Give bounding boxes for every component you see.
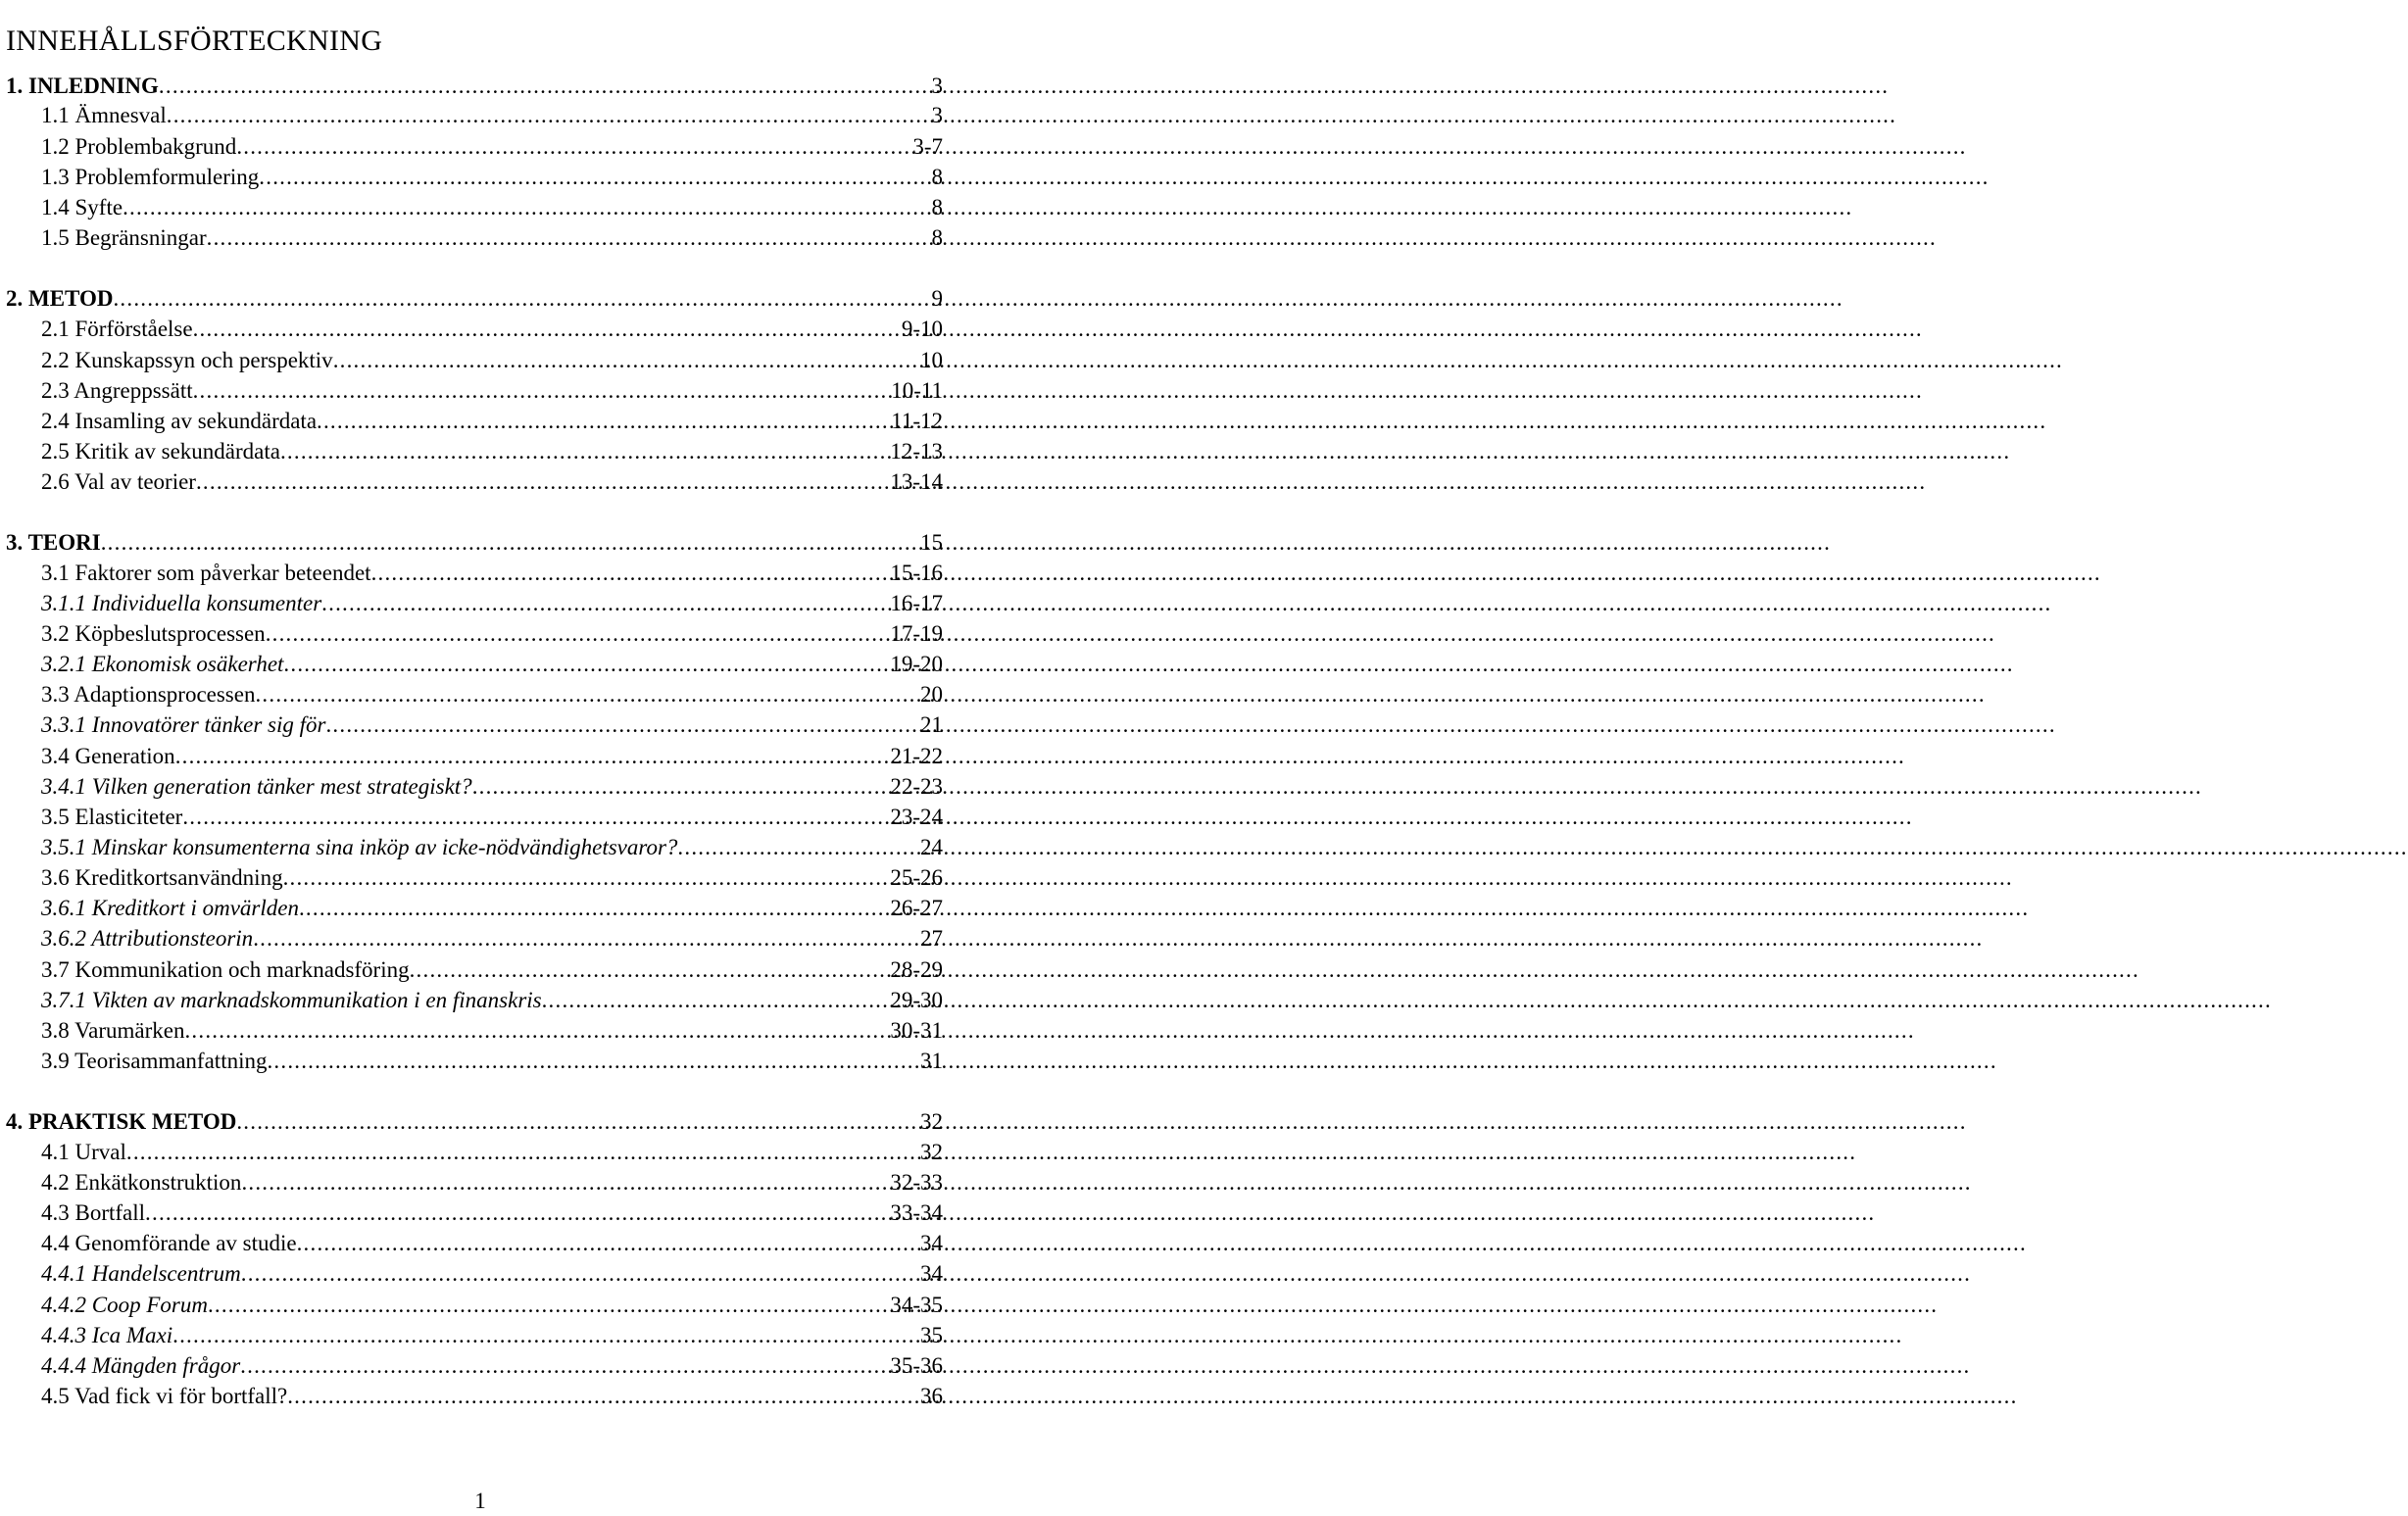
dot-leader [259,162,931,192]
toc-entry[interactable] [41,406,943,436]
toc-entry-title: 4.1 Urval [41,1140,126,1164]
toc-entry[interactable] [41,375,943,406]
toc-entry-page: 32 [920,1140,943,1164]
toc-entry-title: 2.1 Förförståelse [41,317,193,341]
dot-leader [172,1320,920,1350]
toc-entry[interactable] [41,1320,943,1350]
toc-entry-page: 11-12 [891,409,943,433]
toc-entry-title: 4.2 Enkätkonstruktion [41,1170,242,1195]
toc-entry[interactable] [41,985,943,1015]
dot-leader [325,709,920,740]
toc-entry-page: 32-33 [890,1170,943,1195]
toc-entry-page: 21-22 [890,744,943,768]
toc-entry[interactable] [41,679,943,709]
dot-leader [283,862,891,893]
toc-entry[interactable] [41,558,943,588]
toc-entry-page: 8 [931,165,943,189]
toc-entry-title: 3.2 Köpbeslutsprocessen [41,621,266,646]
toc-entry-title: 3.2.1 Ekonomisk osäkerhet [41,652,284,676]
toc-entry[interactable] [41,345,943,375]
toc-entry-page: 8 [931,195,943,220]
dot-leader [159,71,932,101]
toc-entry-title: 4.4.2 Coop Forum [41,1293,208,1317]
page-number: 1 [474,1489,486,1513]
toc-entry-title: 2.5 Kritik av sekundärdata [41,439,280,464]
toc-entry-page: 34 [920,1261,943,1286]
toc-entry-title: 4.4.1 Handelscentrum [41,1261,241,1286]
toc-entry-page: 33-34 [890,1200,943,1225]
toc-entry-title: 2.6 Val av teorier [41,469,196,494]
toc-entry-page: 9 [931,286,943,311]
toc-entry-page: 3 [931,73,943,98]
toc-entry[interactable] [41,893,943,923]
toc-entry-page: 21 [920,712,943,737]
dot-leader [321,588,890,618]
dot-leader [266,618,891,649]
dot-leader [193,375,892,406]
toc-entry-title: 3.4 Generation [41,744,175,768]
toc-entry-page: 25-26 [890,865,943,890]
toc-entry-title: 2.4 Insamling av sekundärdata [41,409,318,433]
toc-entry-page: 36 [920,1384,943,1408]
toc-entry[interactable] [41,588,943,618]
toc-entry[interactable] [41,1015,943,1046]
toc-entry-title: 3.6 Kreditkortsanvändning [41,865,283,890]
dot-leader [287,1381,920,1411]
toc-entry-page: 23-24 [890,805,943,829]
toc-entry-title: 3.3.1 Innovatörer tänker sig för [41,712,326,737]
toc-entry-page: 17-19 [890,621,943,646]
dot-leader [101,527,920,558]
toc-entry[interactable] [41,436,943,466]
toc-entry-title: 3.6.1 Kreditkort i omvärlden [41,896,299,920]
toc-entry-title: 1.1 Ämnesval [41,103,167,127]
toc-entry-title: 3.4.1 Vilken generation tänker mest strategiskt? [41,774,472,799]
dot-leader [123,192,931,222]
dot-leader [113,283,931,314]
toc-entry[interactable] [41,100,943,130]
toc-entry-title: 4.5 Vad fick vi för bortfall? [41,1384,288,1408]
toc-entry-page: 16-17 [890,591,943,615]
dot-leader [193,314,902,344]
dot-leader [182,802,890,832]
toc-entry[interactable] [41,741,943,771]
toc-entry-page: 29-30 [890,988,943,1012]
toc-entry[interactable] [41,771,943,802]
toc-entry-page: 22-23 [890,774,943,799]
page-title: INNEHÅLLSFÖRTECKNING [6,24,383,58]
toc-entry[interactable] [41,1258,943,1289]
dot-leader [236,1106,920,1137]
dot-leader [333,345,920,375]
toc-entry-page: 32 [920,1109,943,1134]
toc-entry-page: 20 [920,682,943,707]
toc-entry[interactable] [41,1137,943,1167]
toc-entry[interactable] [41,314,943,344]
dot-leader [299,893,890,923]
toc-entry-page: 26-27 [890,896,943,920]
toc-entry-page: 9-10 [901,317,943,341]
toc-entry[interactable] [6,1106,943,1137]
dot-leader [241,1167,890,1198]
toc-entry[interactable] [41,862,943,893]
toc-entry-page: 13-14 [890,469,943,494]
toc-entry-page: 28-29 [890,957,943,982]
toc-entry[interactable] [41,832,943,862]
toc-entry-title: 4. PRAKTISK METOD [6,1109,237,1134]
toc-entry[interactable] [41,1381,943,1411]
toc-entry-title: 3.1.1 Individuella konsumenter [41,591,322,615]
toc-entry-title: 4.4 Genomförande av studie [41,1231,297,1255]
toc-entry-page: 3-7 [912,134,943,159]
toc-entry-page: 31 [920,1049,943,1073]
toc-entry-title: 2. METOD [6,286,114,311]
dot-leader [126,1137,920,1167]
toc-entry[interactable] [41,192,943,222]
toc-entry-title: 1.3 Problemformulering [41,165,260,189]
toc-entry-title: 3.9 Teorisammanfattning [41,1049,268,1073]
toc-entry-page: 8 [931,225,943,250]
toc-entry-page: 34 [920,1231,943,1255]
toc-entry-title: 3.6.2 Attributionsteorin [41,926,254,951]
toc-entry[interactable] [41,222,943,253]
toc-entry-page: 12-13 [890,439,943,464]
toc-entry[interactable] [6,71,943,101]
dot-leader [207,222,932,253]
table-of-contents [0,0,941,1511]
toc-entry-title: 4.4.3 Ica Maxi [41,1323,173,1347]
dot-leader [196,466,890,497]
toc-entry-title: 3.3 Adaptionsprocessen [41,682,256,707]
toc-entry-title: 3.5 Elasticiteter [41,805,183,829]
dot-leader [236,131,912,162]
toc-entry[interactable] [6,283,943,314]
toc-entry-page: 3 [931,103,943,127]
toc-entry-title: 3.7 Kommunikation och marknadsföring [41,957,410,982]
toc-entry-title: 2.2 Kunskapssyn och perspektiv [41,348,333,372]
dot-leader [280,436,890,466]
toc-entry-title: 3. TEORI [6,530,101,555]
dot-leader [255,679,920,709]
toc-entry[interactable] [41,162,943,192]
toc-entry[interactable] [41,1198,943,1228]
toc-entry[interactable] [41,954,943,985]
dot-leader [317,406,891,436]
toc-entry-page: 35 [920,1323,943,1347]
toc-entry[interactable] [41,466,943,497]
toc-entry[interactable] [41,802,943,832]
toc-entry[interactable] [41,1350,943,1381]
toc-entry-page: 27 [920,926,943,951]
dot-leader [145,1198,890,1228]
toc-entry-title: 3.5.1 Minskar konsumenterna sina inköp av icke-nödvändighetsvaror? [41,835,678,859]
dot-leader [240,1350,890,1381]
dot-leader [267,1046,920,1076]
toc-entry-page: 10-11 [891,378,943,403]
toc-entry[interactable] [41,618,943,649]
toc-entry[interactable] [41,131,943,162]
toc-entry-page: 30-31 [890,1018,943,1043]
dot-leader [167,100,932,130]
toc-entry-title: 1.4 Syfte [41,195,123,220]
toc-entry[interactable] [41,649,943,679]
toc-entry[interactable] [6,527,943,558]
toc-entry-page: 15 [920,530,943,555]
toc-entry-title: 2.3 Angreppssätt [41,378,193,403]
toc-entry-page: 19-20 [890,652,943,676]
dot-leader [297,1228,920,1258]
toc-entry-page: 10 [920,348,943,372]
toc-entry-title: 1.5 Begränsningar [41,225,207,250]
dot-leader [175,741,891,771]
toc-entry-title: 3.8 Varumärken [41,1018,185,1043]
toc-entry[interactable] [41,923,943,954]
toc-entry-title: 3.7.1 Vikten av marknadskommunikation i en finanskris [41,988,542,1012]
dot-leader [208,1290,890,1320]
toc-entry-title: 1.2 Problembakgrund [41,134,237,159]
dot-leader [677,832,920,862]
toc-entry-title: 1. INLEDNING [6,73,159,98]
dot-leader [253,923,920,954]
toc-entry[interactable] [41,709,943,740]
toc-entry-page: 35-36 [890,1353,943,1378]
toc-entry[interactable] [41,1228,943,1258]
toc-entry[interactable] [41,1046,943,1076]
toc-entry-page: 15-16 [890,561,943,585]
toc-entry[interactable] [41,1167,943,1198]
dot-leader [410,954,891,985]
toc-entry-title: 4.4.4 Mängden frågor [41,1353,241,1378]
dot-leader [371,558,891,588]
toc-entry-title: 3.1 Faktorer som påverkar beteendet [41,561,371,585]
toc-entry-page: 24 [920,835,943,859]
dot-leader [472,771,891,802]
toc-entry[interactable] [41,1290,943,1320]
toc-entry-page: 34-35 [890,1293,943,1317]
toc-entry-title: 4.3 Bortfall [41,1200,146,1225]
dot-leader [241,1258,920,1289]
dot-leader [283,649,890,679]
dot-leader [184,1015,890,1046]
dot-leader [542,985,891,1015]
